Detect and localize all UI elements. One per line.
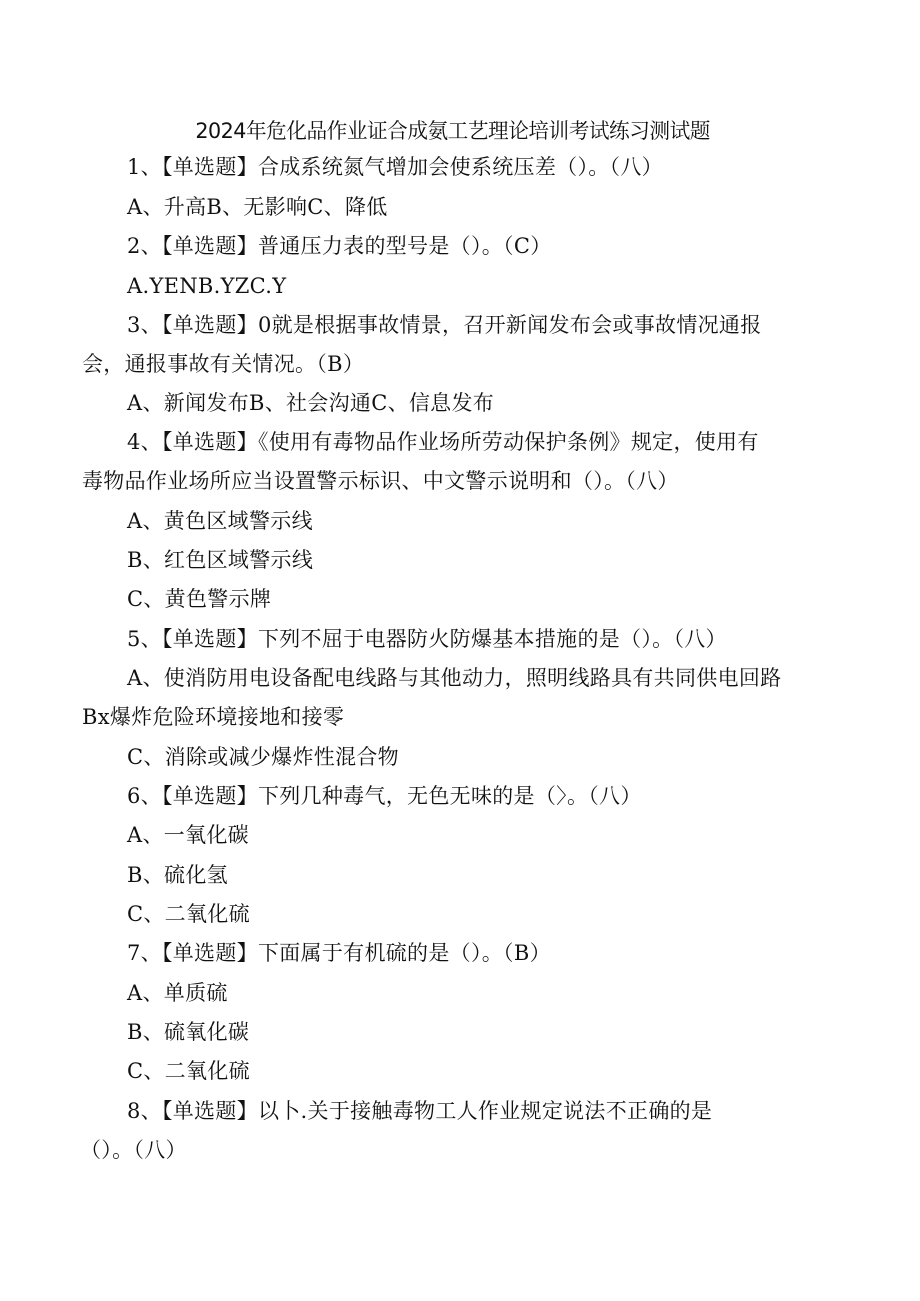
- question-1-stem: 1、【单选题】合成系统氮气增加会使系统压差（）。（八）: [127, 155, 663, 179]
- question-7-option-c: C、二氧化硫: [127, 1059, 250, 1083]
- question-4-option-b: B、红色区域警示线: [127, 548, 314, 572]
- question-7-stem: 7、【单选题】下面属于有机硫的是（）。（B）: [127, 941, 551, 965]
- question-5-option-b: Bx爆炸危险环境接地和接零: [82, 705, 345, 729]
- question-6-option-c: C、二氧化硫: [127, 902, 250, 926]
- question-2-stem: 2、【单选题】普通压力表的型号是（）。（C）: [127, 234, 552, 258]
- question-6-option-a: A、一氧化碳: [127, 823, 249, 847]
- question-2-options: A.YENB.YZC.Y: [127, 274, 287, 298]
- question-5-stem: 5、【单选题】下列不屈于电器防火防爆基本措施的是（）。（八）: [127, 627, 727, 651]
- question-3-options: A、新闻发布B、社会沟通C、信息发布: [127, 391, 495, 415]
- question-6-option-b: B、硫化氢: [127, 863, 228, 887]
- question-8-stem: 8、【单选题】以卜.关于接触毒物工人作业规定说法不正确的是: [127, 1099, 713, 1123]
- question-8-stem-continued: （）。（八）: [80, 1138, 187, 1162]
- question-4-option-c: C、黄色警示牌: [127, 587, 272, 611]
- question-4-stem-continued: 毒物品作业场所应当设置警示标识、中文警示说明和（）。（八）: [82, 469, 679, 493]
- question-7-option-a: A、单质硫: [127, 981, 228, 1005]
- question-3-stem: 3、【单选题】0就是根据事故情景，召开新闻发布会或事故情况通报: [127, 313, 762, 337]
- question-5-option-c: C、消除或减少爆炸性混合物: [127, 745, 399, 769]
- question-4-stem: 4、【单选题】《使用有毒物品作业场所劳动保护条例》规定，使用有: [127, 430, 759, 454]
- question-7-option-b: B、硫氧化碳: [127, 1020, 250, 1044]
- question-5-option-a: A、使消防用电设备配电线路与其他动力，照明线路具有共同供电回路: [127, 666, 782, 690]
- question-6-stem: 6、【单选题】下列几种毒气，无色无味的是（〉。（八）: [127, 784, 642, 808]
- question-3-stem-continued: 会，通报事故有关情况。（B）: [82, 352, 365, 376]
- document-title: 2024年危化品作业证合成氨工艺理论培训考试练习测试题: [195, 119, 710, 143]
- question-1-options: A、升高B、无影响C、降低: [127, 195, 388, 219]
- question-4-option-a: A、黄色区域警示线: [127, 509, 313, 533]
